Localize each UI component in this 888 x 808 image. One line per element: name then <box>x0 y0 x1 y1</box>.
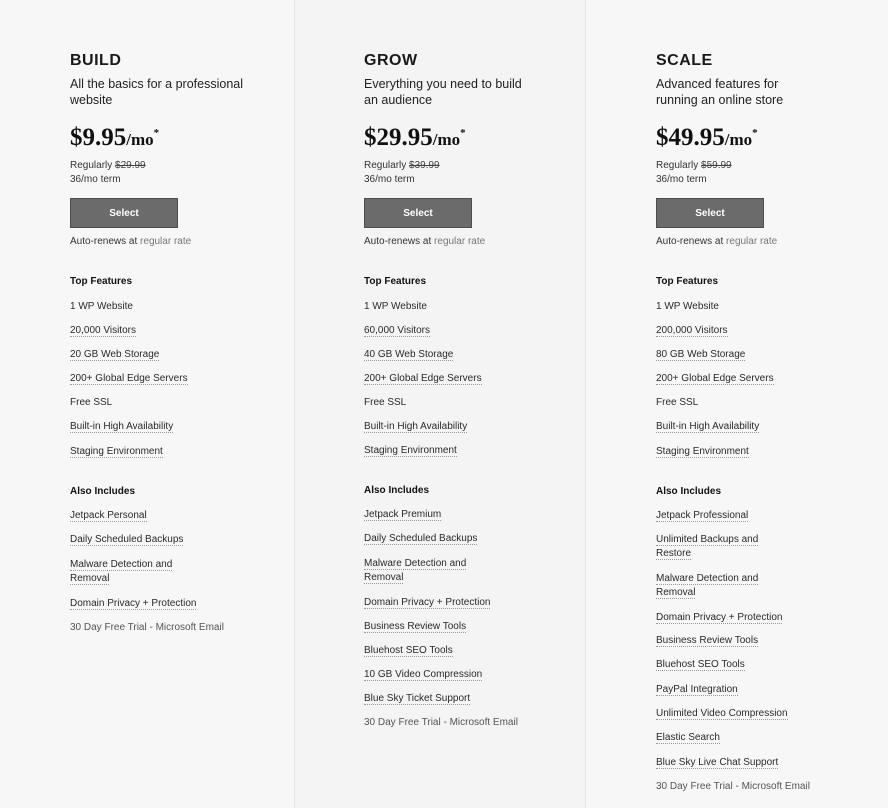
feature-item[interactable]: 200,000 Visitors <box>656 325 728 336</box>
feature-item[interactable]: Built-in High Availability <box>656 421 760 432</box>
feature-item[interactable]: Staging Environment <box>656 446 749 457</box>
plan-price <box>70 124 159 152</box>
select-button-scale[interactable]: Select <box>656 198 764 228</box>
include-item: 30 Day Free Trial - Microsoft Email <box>656 781 810 792</box>
include-item[interactable]: Blue Sky Live Chat Support <box>656 757 779 768</box>
top-features-heading: Top Features <box>656 276 719 287</box>
price-asterisk: * <box>460 127 466 139</box>
include-item[interactable]: Unlimited Backups and Restore <box>656 534 759 559</box>
plan-tagline: Advanced features for running an online store <box>656 77 784 107</box>
autorenew-note <box>70 236 191 247</box>
regular-price: $29.99 <box>115 160 146 171</box>
feature-item[interactable]: 40 GB Web Storage <box>364 349 454 360</box>
plan-name: BUILD <box>70 52 122 69</box>
plan-card-grow <box>294 0 586 808</box>
price-amount: $49.95 <box>656 124 725 151</box>
include-item[interactable]: Business Review Tools <box>364 621 467 632</box>
term-label: 36/mo term <box>70 174 121 185</box>
include-item[interactable]: Malware Detection and Removal <box>70 559 173 584</box>
feature-item[interactable]: 80 GB Web Storage <box>656 349 746 360</box>
include-item[interactable]: Business Review Tools <box>656 635 759 646</box>
include-item[interactable]: Bluehost SEO Tools <box>656 659 745 670</box>
include-item[interactable]: Domain Privacy + Protection <box>364 597 491 608</box>
autorenew-prefix: Auto-renews at <box>70 236 141 247</box>
autorenew-prefix: Auto-renews at <box>364 236 435 247</box>
autorenew-note <box>364 236 485 247</box>
plan-price <box>364 124 466 152</box>
feature-item[interactable]: 20 GB Web Storage <box>70 349 160 360</box>
feature-item[interactable]: 200+ Global Edge Servers <box>656 373 774 384</box>
plan-tagline: Everything you need to build an audience <box>364 77 522 107</box>
include-item[interactable]: Blue Sky Ticket Support <box>364 693 471 704</box>
include-item[interactable]: Unlimited Video Compression <box>656 708 788 719</box>
include-item[interactable]: Malware Detection and Removal <box>364 558 467 583</box>
also-includes-heading: Also Includes <box>656 486 722 497</box>
include-item[interactable]: 10 GB Video Compression <box>364 669 483 680</box>
autorenew-note <box>656 236 777 247</box>
feature-item[interactable]: Staging Environment <box>70 446 163 457</box>
include-item[interactable]: Daily Scheduled Backups <box>70 534 184 545</box>
plan-name: GROW <box>364 52 418 69</box>
top-features-heading: Top Features <box>70 276 133 287</box>
price-period: /mo <box>432 130 461 149</box>
feature-item: Free SSL <box>70 397 113 408</box>
include-item[interactable]: Jetpack Personal <box>70 510 147 521</box>
feature-item[interactable]: Staging Environment <box>364 445 457 456</box>
regular-price: $59.99 <box>701 160 732 171</box>
include-item[interactable]: Malware Detection and Removal <box>656 573 759 598</box>
feature-item: 1 WP Website <box>656 301 719 312</box>
term-label: 36/mo term <box>364 174 415 185</box>
plan-card-build <box>0 0 294 808</box>
price-asterisk: * <box>153 127 160 139</box>
regular-rate-link[interactable]: regular rate <box>726 236 778 247</box>
feature-item[interactable]: 20,000 Visitors <box>70 325 136 336</box>
include-item[interactable]: Bluehost SEO Tools <box>364 645 453 656</box>
plan-tagline: All the basics for a professional website <box>70 77 244 107</box>
price-period: /mo <box>724 130 753 149</box>
term-label: 36/mo term <box>656 174 707 185</box>
include-item[interactable]: Domain Privacy + Protection <box>656 612 783 623</box>
regular-price-line <box>70 160 146 171</box>
feature-item[interactable]: 200+ Global Edge Servers <box>70 373 188 384</box>
select-button-grow[interactable]: Select <box>364 198 472 228</box>
regular-prefix: Regularly <box>70 160 116 171</box>
regular-price-line <box>364 160 440 171</box>
price-amount: $29.95 <box>364 124 433 151</box>
include-item[interactable]: PayPal Integration <box>656 684 738 695</box>
price-amount: $9.95 <box>70 124 127 151</box>
also-includes-heading: Also Includes <box>364 485 430 496</box>
include-item: 30 Day Free Trial - Microsoft Email <box>364 717 518 728</box>
include-item[interactable]: Jetpack Professional <box>656 510 749 521</box>
plan-name: SCALE <box>656 52 713 69</box>
autorenew-prefix: Auto-renews at <box>656 236 727 247</box>
feature-item: 1 WP Website <box>364 301 427 312</box>
price-asterisk: * <box>752 127 758 139</box>
feature-item[interactable]: 60,000 Visitors <box>364 325 430 336</box>
regular-prefix: Regularly <box>656 160 702 171</box>
plan-card-scale <box>586 0 888 808</box>
feature-item[interactable]: 200+ Global Edge Servers <box>364 373 482 384</box>
also-includes-heading: Also Includes <box>70 486 136 497</box>
include-item[interactable]: Jetpack Premium <box>364 509 442 520</box>
regular-rate-link[interactable]: regular rate <box>434 236 486 247</box>
feature-item[interactable]: Built-in High Availability <box>70 421 174 432</box>
regular-price-line <box>656 160 732 171</box>
feature-item[interactable]: Built-in High Availability <box>364 421 468 432</box>
top-features-heading: Top Features <box>364 276 427 287</box>
price-period: /mo <box>126 130 154 149</box>
feature-item: Free SSL <box>656 397 699 408</box>
feature-item: 1 WP Website <box>70 301 133 312</box>
feature-item: Free SSL <box>364 397 407 408</box>
include-item[interactable]: Domain Privacy + Protection <box>70 598 197 609</box>
include-item[interactable]: Elastic Search <box>656 732 720 743</box>
include-item: 30 Day Free Trial - Microsoft Email <box>70 622 224 633</box>
regular-price: $39.99 <box>409 160 440 171</box>
regular-rate-link[interactable]: regular rate <box>140 236 192 247</box>
select-button-build[interactable]: Select <box>70 198 178 228</box>
plan-price <box>656 124 758 152</box>
regular-prefix: Regularly <box>364 160 410 171</box>
include-item[interactable]: Daily Scheduled Backups <box>364 533 478 544</box>
